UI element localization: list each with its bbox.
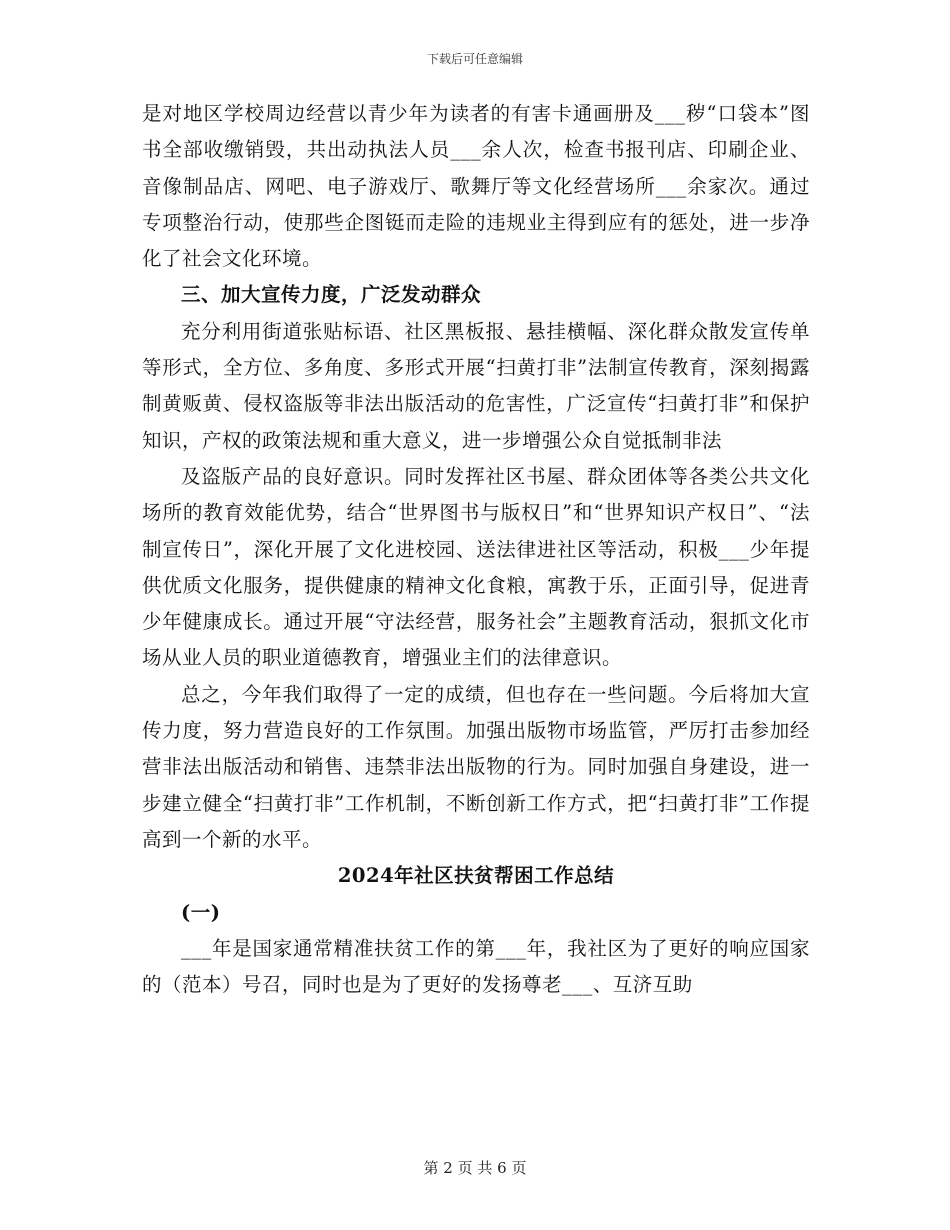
page-footer: 第 2 页 共 6 页 [423,1159,527,1177]
paragraph-continued: 是对地区学校周边经营以青少年为读者的有害卡通画册及___秽“口袋本”图书全部收缴销毁，共出动执法人员___余人次，检查书报刊店、印刷企业、音像制品店、网吧、电子游戏厅、歌舞厅等文化经营场所___余家次。通过专项整治行动，使那些企图铤而走险的违规业主得到应有的惩处，进一步净化了社会文化环境。 [142,102,810,271]
section-heading: 三、加大宣传力度，广泛发动群众 [181,283,482,307]
paragraph-intro: ___年是国家通常精准扶贫工作的第___年，我社区为了更好的响应国家的（范本）号召，同时也是为了更好的发扬尊老___、互济互助 [142,936,810,997]
page-header: 下载后可任意编辑 [426,52,523,66]
paragraph-publicity-2: 及盗版产品的良好意识。同时发挥社区书屋、群众团体等各类公共文化场所的教育效能优势，结合“世界图书与版权日”和“世界知识产权日”、“法制宣传日”，深化开展了文化进校园、送法律进社区等活动，积极___少年提供优质文化服务，提供健康的精神文化食粮，寓教于乐，正面引导，促进青少年健康成长。通过开展“守法经营，服务社会”主题教育活动，狠抓文化市场从业人员的职业道德教育，增强业主们的法律意识。 [142,464,810,670]
paragraph-summary: 总之，今年我们取得了一定的成绩，但也存在一些问题。今后将加大宣传力度，努力营造良好的工作氛围。加强出版物市场监管，严厉打击参加经营非法出版活动和销售、违禁非法出版物的行为。同时加强自身建设，进一步建立健全“扫黄打非”工作机制，不断创新工作方式，把“扫黄打非”工作提高到一个新的水平。 [142,682,810,851]
sub-heading: (一) [181,900,221,924]
document-body [142,96,810,1003]
document-title: 2024年社区扶贫帮困工作总结 [337,864,615,888]
paragraph-publicity-1: 充分利用街道张贴标语、社区黑板报、悬挂横幅、深化群众散发宣传单等形式，全方位、多角度、多形式开展“扫黄打非”法制宣传教育，深刻揭露制黄贩黄、侵权盗版等非法出版活动的危害性，广泛宣传“扫黄打非”和保护知识，产权的政策法规和重大意义，进一步增强公众自觉抵制非法 [142,319,810,452]
